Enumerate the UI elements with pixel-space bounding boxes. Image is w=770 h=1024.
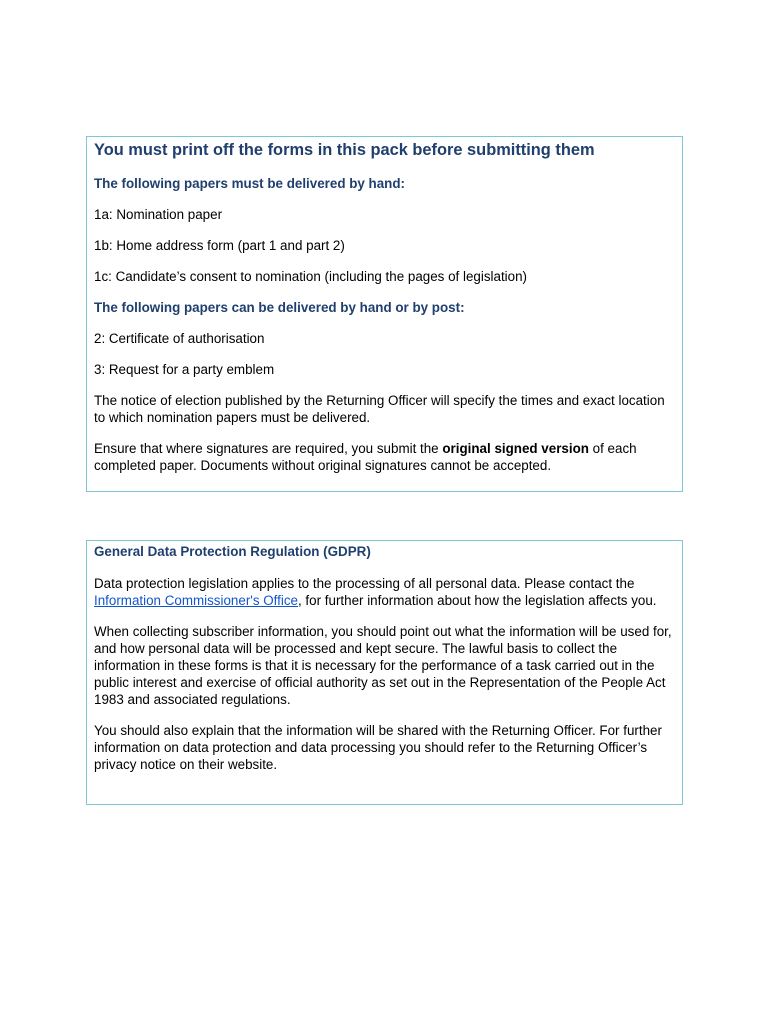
list-item-home-address-form: 1b: Home address form (part 1 and part 2) (94, 238, 345, 253)
ico-link[interactable]: Information Commissioner's Office (94, 593, 298, 608)
signature-requirement-paragraph (94, 440, 674, 474)
list-item-certificate-of-authorisation: 2: Certificate of authorisation (94, 331, 265, 346)
gdpr-heading: General Data Protection Regulation (GDPR) (94, 544, 371, 559)
notice-of-election-paragraph: The notice of election published by the Returning Officer will specify the times and exact location to which nomination papers must be delivered. (94, 393, 665, 425)
list-item-nomination-paper: 1a: Nomination paper (94, 207, 223, 222)
gdpr-legislation-paragraph (94, 575, 674, 609)
hand-delivery-heading: The following papers must be delivered by hand: (94, 176, 406, 191)
forms-box-heading: You must print off the forms in this pack before submitting them (94, 141, 595, 159)
post-delivery-heading: The following papers can be delivered by hand or by post: (94, 300, 465, 315)
signature-text-bold: original signed version (442, 441, 589, 456)
signature-text-after: of each completed paper. Documents without original signatures cannot be accepted. (94, 441, 637, 473)
gdpr-p1-before: Data protection legislation applies to the processing of all personal data. Please contact the (94, 576, 635, 591)
gdpr-info-box (86, 540, 683, 805)
gdpr-subscriber-info-paragraph: When collecting subscriber information, you should point out what the information will be used for, and how personal data will be processed and kept secure. The lawful basis to collect the information in these forms is that it is necessary for the performance of a task carried out in the public interest and exercise of official authority as set out in the Representation of the People Act 1983 and associated regulations. (94, 624, 672, 707)
list-item-party-emblem-request: 3: Request for a party emblem (94, 362, 275, 377)
forms-info-box (86, 136, 683, 492)
list-item-candidate-consent: 1c: Candidate’s consent to nomination (including the pages of legislation) (94, 269, 527, 284)
gdpr-returning-officer-paragraph: You should also explain that the information will be shared with the Returning Officer. For further information on data protection and data processing you should refer to the Returning Officer’s privacy notice on their website. (94, 723, 662, 772)
gdpr-p1-after: , for further information about how the legislation affects you. (297, 593, 657, 608)
signature-text-before: Ensure that where signatures are required, you submit the (94, 441, 443, 456)
